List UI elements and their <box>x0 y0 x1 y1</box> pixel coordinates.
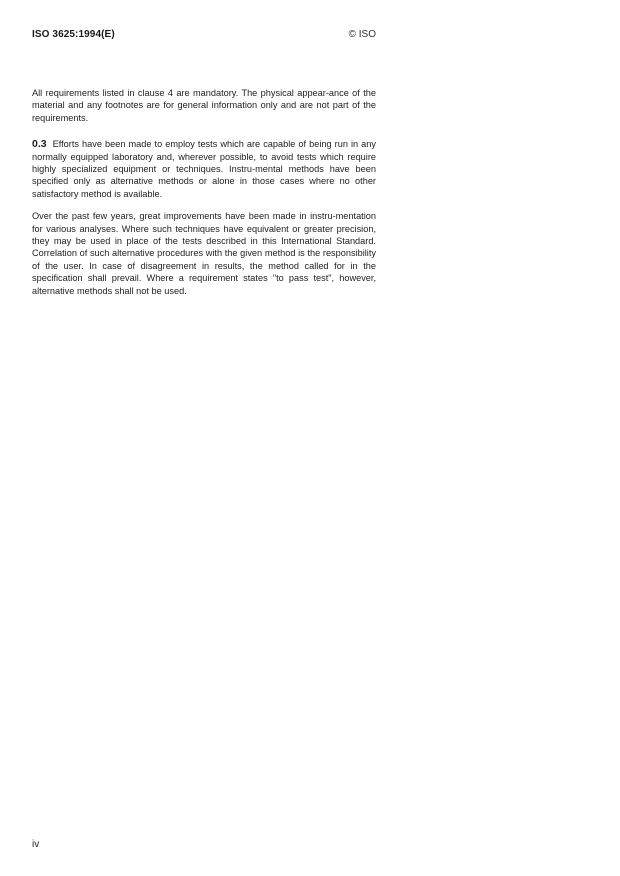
paragraph-clause-0-3 <box>32 138 376 200</box>
paragraph-requirements: All requirements listed in clause 4 are mandatory. The physical appear-ance of the material and any footnotes are for general information only and are not part of the requirements. <box>32 88 376 123</box>
copyright-notice: © ISO <box>348 29 376 40</box>
page-header <box>32 29 376 43</box>
clause-text: Efforts have been made to employ tests which are capable of being run in any normally equipped laboratory and, wherever possible, to avoid tests which require highly specialized equipment or techniques. Instru-mental methods have been specified only as alternative methods or alone in those cases where no other satisfactory method is available. <box>32 139 376 199</box>
body-text <box>32 87 376 297</box>
document-id: ISO 3625:1994(E) <box>32 29 115 40</box>
paragraph-instrumentation: Over the past few years, great improvements have been made in instru-mentation for various analyses. Where such techniques have equivalent or greater precision, they may be used in place of the tests described in this International Standard. Correlation of such alternative procedures with the given method is the responsibility of the user. In case of disagreement in results, the method called for in the specification shall prevail. Where a requirement states "to pass test", however, alternative methods shall not be used. <box>32 211 376 296</box>
page-number: iv <box>32 839 40 850</box>
clause-number: 0.3 <box>32 138 47 151</box>
